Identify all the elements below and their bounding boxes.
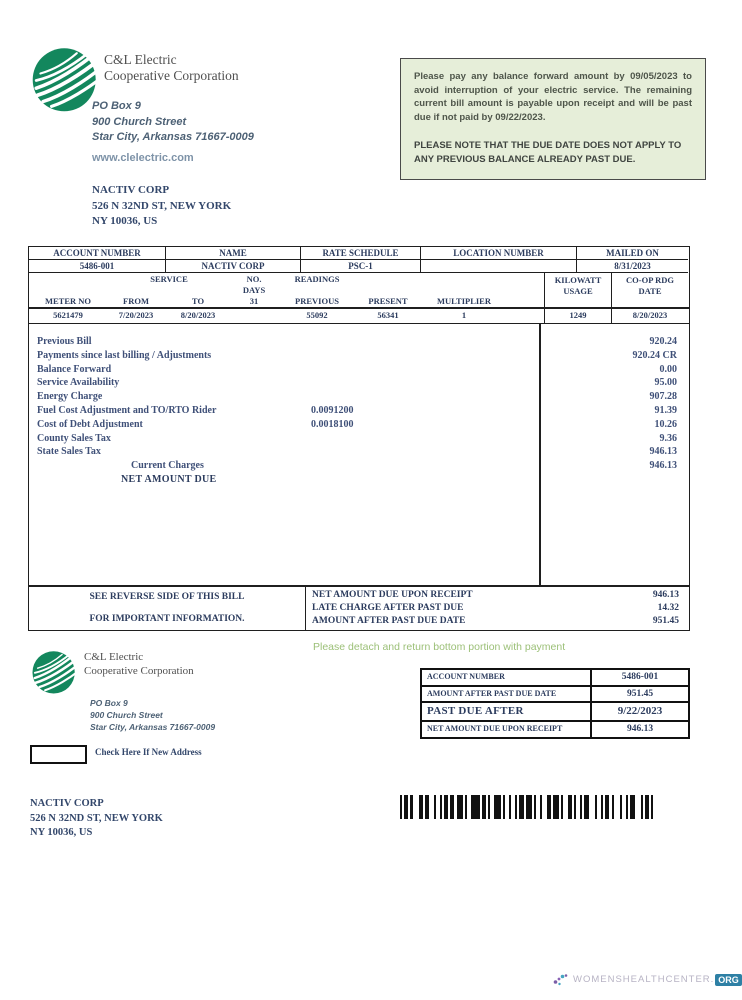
previous-header: PREVIOUS [295,296,339,306]
from-header: FROM [123,296,149,306]
to-header: TO [191,296,205,306]
company-website: www.clelectric.com [92,152,194,164]
recipient-address: NACTIV CORP 526 N 32ND ST, NEW YORK NY 10036, US [92,184,232,227]
summary-row: AMOUNT AFTER PAST DUE DATE 951.45 [312,616,679,626]
stub-table-row: NET AMOUNT DUE UPON RECEIPT 946.13 [422,722,688,737]
col-header: MAILED ON [577,247,688,260]
company-name: C&L Electric Cooperative Corporation [104,52,239,83]
location-number [421,260,577,273]
multiplier-value: 1 [461,310,467,320]
charges-box [28,324,690,586]
stub-table-row: AMOUNT AFTER PAST DUE DATE 951.45 [422,687,688,704]
barcode [400,795,653,819]
payment-notice-box [400,58,706,180]
charge-row: Current Charges 946.13 [131,460,677,472]
service-from-date: 7/20/2023 [118,310,154,320]
charge-row: Service Availability 95.00 [37,377,677,389]
watermark-text: WOMENSHEALTHCENTER. [573,974,715,985]
payment-stub-table [420,668,690,739]
charge-row: Balance Forward 0.00 [37,363,677,375]
summary-box [28,586,690,631]
recipient-address-stub: NACTIV CORP 526 N 32ND ST, NEW YORK NY 10036, US [30,798,163,838]
company-address-stub: PO Box 9 900 Church Street Star City, Arkansas 71667-0009 [90,698,216,732]
coop-rdg-date-value: 8/20/2023 [632,310,668,320]
account-table [28,246,690,324]
company-address: PO Box 9 900 Church Street Star City, Arkansas 71667-0009 [92,100,254,143]
meter-no-header: METER NO [44,296,92,306]
notice-paragraph-1: Please pay any balance forward amount by 09/05/2023 to avoid interruption of your electric service. The remaining current bill amount is payable upon receipt and will be past due if not paid by 09/22/2023. [414,71,692,123]
charge-row: Energy Charge 907.28 [37,391,677,403]
account-number: 5486-001 [29,260,166,273]
account-header-row [29,247,689,260]
charges-rows [29,335,689,487]
summary-row: NET AMOUNT DUE UPON RECEIPT 946.13 [312,590,679,600]
charge-row: Fuel Cost Adjustment and TO/RTO Rider 0.0091200 91.39 [37,404,677,416]
readings-group-label: READINGS [294,274,340,284]
service-to-date: 8/20/2023 [180,310,216,320]
service-header-block [29,273,689,309]
present-header: PRESENT [368,296,408,306]
company-logo-stub [32,647,79,694]
stub-table-row: PAST DUE AFTER 9/22/2023 [422,703,688,722]
meter-reading-row [29,309,689,323]
days-label: DAYS [242,285,266,295]
kilowatt-usage-value: 1249 [545,309,612,323]
present-reading: 56341 [377,310,399,320]
new-address-checkbox-label: Check Here If New Address [95,747,202,757]
col-header: NAME [166,247,301,260]
charge-row: Previous Bill 920.24 [37,336,677,347]
summary-rows [306,587,689,630]
previous-reading: 55092 [306,310,328,320]
summary-row: LATE CHARGE AFTER PAST DUE 14.32 [312,603,679,613]
account-name: NACTIV CORP [166,260,301,273]
service-group-label: SERVICE [150,274,188,284]
charge-row: County Sales Tax 9.36 [37,432,677,444]
detach-message: Please detach and return bottom portion with payment [313,641,566,653]
site-watermark [553,972,742,987]
new-address-checkbox[interactable] [30,745,87,764]
notice-paragraph-2: PLEASE NOTE THAT THE DUE DATE DOES NOT APPLY TO ANY PREVIOUS BALANCE ALREADY PAST DUE. [414,140,682,165]
watermark-org-badge: ORG [715,974,742,986]
stub-table-row: ACCOUNT NUMBER 5486-001 [422,670,688,687]
charge-row: State Sales Tax 946.13 [37,446,677,458]
charge-row: NET AMOUNT DUE [121,473,217,485]
coop-rdg-date-header: CO-OP RDG DATE [626,275,674,296]
col-header: RATE SCHEDULE [301,247,421,260]
meter-number: 5621479 [53,310,83,320]
company-name-stub: C&L Electric Cooperative Corporation [84,651,194,677]
days-value: 31 [249,296,259,306]
rate-schedule: PSC-1 [301,260,421,273]
multiplier-header: MULTIPLIER [436,296,491,306]
kilowatt-usage-header: KILOWATT USAGE [545,273,612,307]
days-cell [231,309,277,322]
no-label: NO. [246,274,262,284]
mailed-on-date: 8/31/2023 [577,260,688,273]
col-header: LOCATION NUMBER [421,247,577,260]
charge-row: Payments since last billing / Adjustments 920.24 CR [37,349,677,361]
account-value-row [29,260,689,273]
charge-row: Cost of Debt Adjustment 0.0018100 10.26 [37,418,677,430]
col-header: ACCOUNT NUMBER [29,247,166,260]
reverse-side-note: SEE REVERSE SIDE OF THIS BILL FOR IMPORTANT INFORMATION. [29,587,306,630]
watermark-dots-icon [553,972,569,987]
